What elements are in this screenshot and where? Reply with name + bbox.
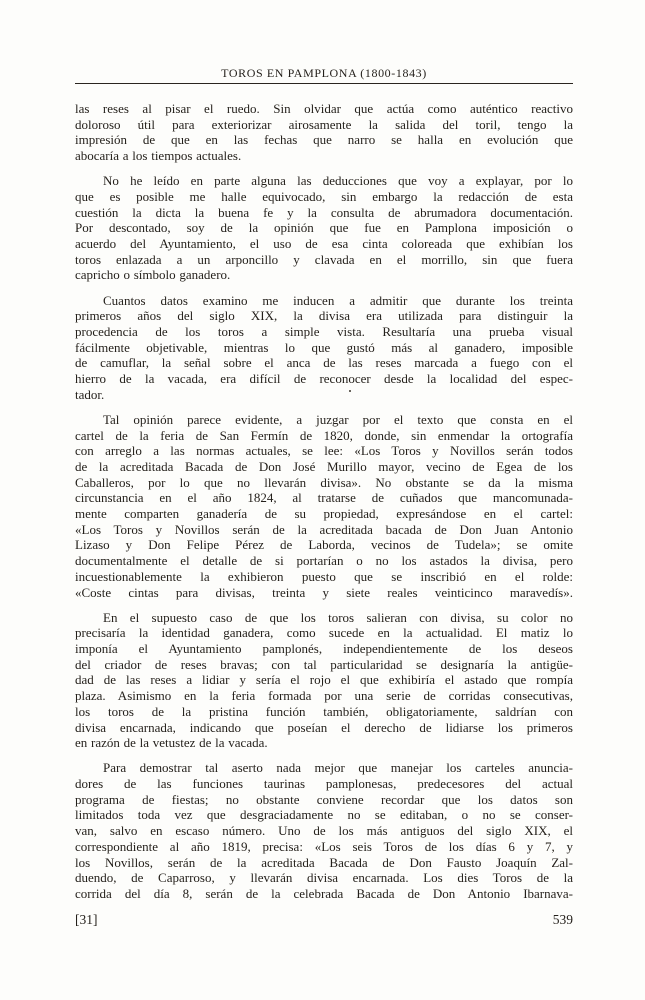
text-line: divisa encarnada, indicando que poseían el derecho de lidiarse los primeros [75, 719, 573, 735]
text-line: circunstancia en el año 1824, al tratarse de cuñados que mancomunada- [75, 490, 573, 506]
text-line: toros enlazada a un arponcillo y clavada en el morrillo, sin que fuera [75, 251, 573, 267]
text-line: mente comparten ganadería de su propiedad, expresándose en el cartel: [75, 506, 573, 522]
text-line: correspondiente al año 1819, precisa: «Los seis Toros de los días 6 y 7, y [75, 838, 573, 854]
footer-page-number: 539 [552, 912, 573, 927]
text-line: que es posible me halle equivocado, sin embargo la redacción de esta [75, 188, 573, 204]
text-line: doloroso útil para exteriorizar airosamente la salida del toril, tengo la [75, 116, 573, 132]
paragraph [75, 173, 573, 283]
header-title: TOROS EN PAMPLONA (1800-1843) [221, 66, 427, 80]
paragraph [75, 760, 573, 901]
text-line: las reses al pisar el ruedo. Sin olvidar que actúa como auténtico reactivo [75, 101, 573, 116]
text-line: programa de fiestas; no obstante conviene recordar que los datos son [75, 791, 573, 807]
text-line: de camuflar, la señal sobre el anca de las reses marcada a fuego con el [75, 355, 573, 371]
text-line: duendo, de Caparroso, y llevarán divisa encarnada. Los dies Toros de la [75, 870, 573, 886]
page-body [75, 101, 573, 902]
text-line: corrida del día 8, serán de la celebrada Bacada de Don Antonio Ibarnava- [75, 886, 573, 901]
text-line: de la acreditada Bacada de Don José Murillo mayor, vecino de Egea de los [75, 458, 573, 474]
text-line: cartel de la feria de San Fermín de 1820, donde, sin enmendar la ortografía [75, 427, 573, 443]
text-line: En el supuesto caso de que los toros salieran con divisa, su color no [103, 609, 573, 625]
text-line: dores de las funciones taurinas pamplonesas, predecesores del actual [75, 776, 573, 792]
text-line: impresión de que en las fechas que narro se halla en evolución que [75, 132, 573, 148]
text-line: Tal opinión parece evidente, a juzgar por el texto que consta en el [103, 411, 573, 427]
text-line: documentalmente el detalle de si portarían o no los astados la divisa, pero [75, 553, 573, 569]
text-line: procedencia de los toros a simple vista. Resultaría una prueba visual [75, 323, 573, 339]
text-line: acuerdo del Ayuntamiento, el uso de esa cinta coloreada que exhibían los [75, 236, 573, 252]
page-footer [75, 912, 573, 928]
text-line: Para demostrar tal aserto nada mejor que manejar los carteles anuncia- [103, 760, 573, 776]
text-line: en razón de la vetustez de la vacada. [75, 735, 268, 751]
text-line: cuestión la dicta la buena fe y la consulta de abrumadora documentación. [75, 204, 573, 220]
header-rule [75, 83, 573, 84]
text-line: con arreglo a las normas actuales, se lee: «Los Toros y Novillos serán todos [75, 443, 573, 459]
text-line: Por descontado, soy de la opinión que fue en Pamplona imposición o [75, 220, 573, 236]
text-line: No he leído en parte alguna las deducciones que voy a explayar, por lo [103, 173, 573, 189]
scan-speck [349, 390, 351, 392]
text-line: Lizaso y Don Felipe Pérez de Laborda, vecinos de Tudela»; se omite [75, 537, 573, 553]
paragraph [75, 412, 573, 600]
paragraph [75, 293, 573, 403]
text-line: Cuantos datos examino me inducen a admitir que durante los treinta [103, 292, 573, 308]
footer-folio: [31] [75, 912, 98, 927]
text-line: los Novillos, serán de la acreditada Bacada de Don Fausto Joaquín Zal- [75, 854, 573, 870]
text-line: Caballeros, por lo que no llevarán divisa». No obstante se da la misma [75, 474, 573, 490]
text-line: abocaría a los tiempos actuales. [75, 148, 242, 164]
text-line: «Coste cintas para divisas, treinta y siete reales veinticinco maravedís». [75, 584, 573, 600]
text-line: dad de las reses a lidiar y sería el rojo el que exhibiría el astado que rompía [75, 672, 573, 688]
text-line: «Los Toros y Novillos serán de la acreditada bacada de Don Juan Antonio [75, 521, 573, 537]
text-line: los toros de la pristina función también, obligatoriamente, saldrían con [75, 703, 573, 719]
text-line: plaza. Asimismo en la feria formada por una serie de corridas consecutivas, [75, 688, 573, 704]
text-line: hierro de la vacada, era difícil de reconocer desde la localidad del espec- [75, 371, 573, 387]
text-line: primeros años del siglo XIX, la divisa era utilizada para distinguir la [75, 308, 573, 324]
text-line: precisaría la identidad ganadera, como sucede en la actualidad. El matiz lo [75, 625, 573, 641]
text-block [75, 67, 573, 902]
text-line: del criador de reses bravas; con tal particularidad se designaría la antigüe- [75, 656, 573, 672]
paragraph [75, 610, 573, 751]
text-line: fácilmente objetivable, mientras lo que gustó más al ganadero, imposible [75, 339, 573, 355]
text-line: capricho o símbolo ganadero. [75, 267, 231, 283]
text-line: tador. [75, 386, 105, 402]
text-line: incuestionablemente la exhibieron puesto que se inscribió en el rolde: [75, 568, 573, 584]
text-line: imponía el Ayuntamiento pamplonés, independientemente de los deseos [75, 641, 573, 657]
running-header [75, 67, 573, 84]
text-line: van, salvo en escaso número. Uno de los más antiguos del siglo XIX, el [75, 823, 573, 839]
text-line: limitados toda vez que desgraciadamente no se editaban, o no se conser- [75, 807, 573, 823]
paragraph [75, 101, 573, 164]
